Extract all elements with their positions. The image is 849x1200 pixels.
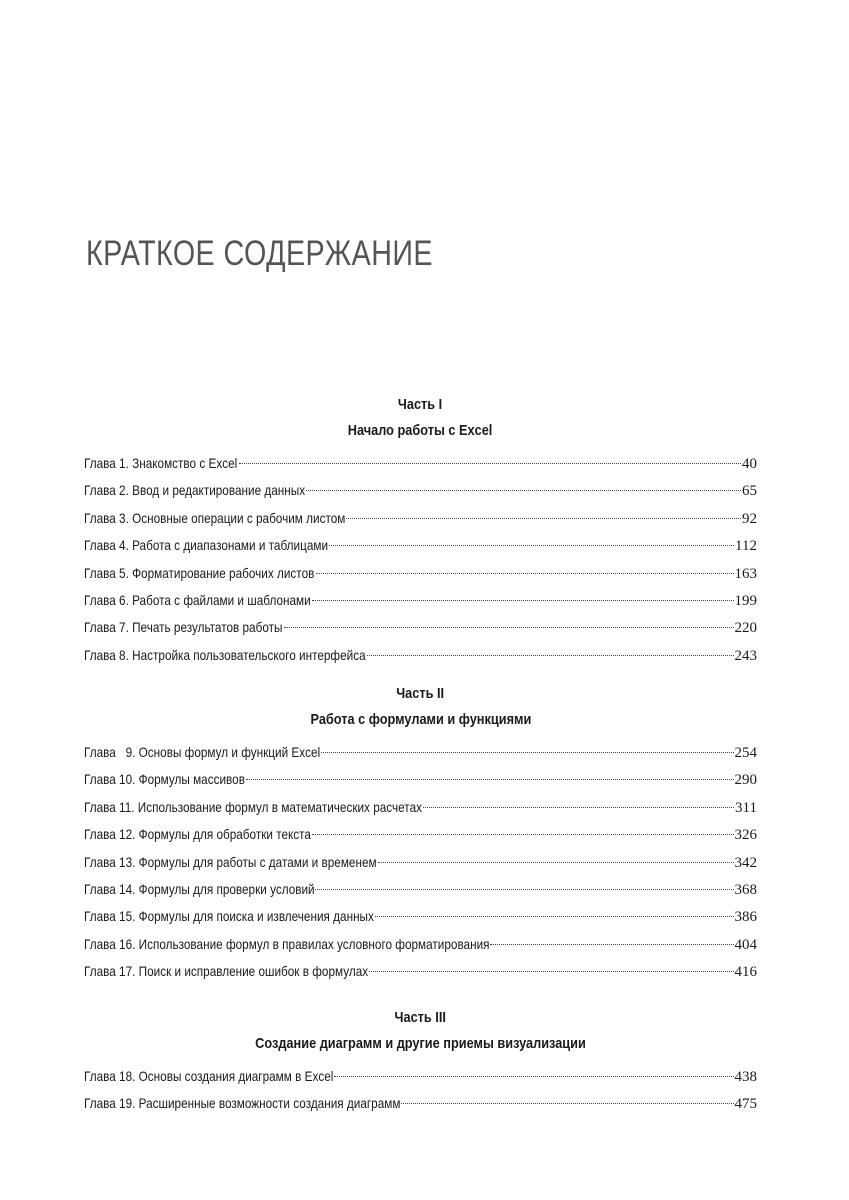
part-name: Начало работы с Excel: [348, 422, 493, 439]
page-number: 311: [735, 799, 757, 816]
dot-leader: [378, 862, 734, 863]
toc-entry[interactable]: [84, 505, 757, 532]
part-name: Работа с формулами и функциями: [310, 711, 531, 728]
toc-entry[interactable]: [84, 849, 757, 876]
dot-leader: [239, 463, 741, 464]
toc-entry[interactable]: [84, 739, 757, 766]
chapter-title: Глава 16. Использование формул в правилах условного форматирования: [84, 935, 490, 952]
chapter-title: Глава 9. Основы формул и функций Excel: [84, 744, 321, 760]
chapter-title: Глава 17. Поиск и исправление ошибок в формулах: [84, 963, 369, 980]
page-number: 65: [742, 483, 757, 500]
dot-leader: [334, 1076, 733, 1077]
chapter-title: Глава 3. Основные операции с рабочим листом: [84, 509, 346, 526]
dot-leader: [369, 971, 733, 972]
chapter-title: Глава 13. Формулы для работы с датами и временем: [84, 853, 377, 870]
toc-entry[interactable]: [84, 560, 757, 587]
dot-leader: [346, 518, 741, 519]
dot-leader: [284, 627, 734, 628]
page-number: 220: [734, 620, 757, 637]
chapter-title: Глава 5. Форматирование рабочих листов: [84, 564, 315, 581]
toc-entry[interactable]: [84, 931, 757, 958]
dot-leader: [306, 490, 741, 491]
dot-leader: [375, 916, 733, 917]
page-number: 92: [742, 510, 757, 527]
part-1: [84, 392, 757, 669]
part-label: Часть III: [394, 1009, 447, 1026]
page-number: 199: [734, 592, 757, 609]
toc-entry[interactable]: [84, 587, 757, 614]
dot-leader: [321, 752, 733, 753]
page-number: 112: [735, 538, 757, 555]
toc-entry[interactable]: [84, 794, 757, 821]
toc-entry[interactable]: [84, 450, 757, 477]
chapter-title: Глава 12. Формулы для обработки текста: [84, 826, 311, 843]
part-3: [84, 1005, 757, 1118]
chapter-title: Глава 6. Работа с файлами и шаблонами: [84, 591, 311, 608]
toc-entry[interactable]: [84, 532, 757, 559]
toc-entry[interactable]: [84, 766, 757, 793]
chapter-title: Глава 18. Основы создания диаграмм в Excel: [84, 1068, 334, 1084]
chapter-title: Глава 8. Настройка пользовательского интерфейса: [84, 646, 366, 663]
page-number: 326: [734, 827, 757, 844]
chapter-title: Глава 11. Использование формул в математических расчетах: [84, 798, 422, 815]
dot-leader: [312, 834, 733, 835]
page-number: 40: [742, 456, 757, 472]
chapter-title: Глава 10. Формулы массивов: [84, 771, 245, 788]
chapter-title: Глава 1. Знакомство с Excel: [84, 455, 238, 471]
toc-entry[interactable]: [84, 477, 757, 504]
page-number: 416: [734, 964, 757, 981]
toc-entry[interactable]: [84, 1063, 757, 1090]
toc-entry[interactable]: [84, 958, 757, 985]
part-label: Часть II: [396, 685, 445, 702]
page-number: 243: [734, 647, 757, 664]
chapter-title: Глава 4. Работа с диапазонами и таблицами: [84, 537, 329, 554]
toc-entry[interactable]: [84, 876, 757, 903]
page-number: 290: [734, 772, 757, 789]
page-number: 342: [734, 854, 757, 871]
toc-entry[interactable]: [84, 642, 757, 669]
toc-entry[interactable]: [84, 903, 757, 930]
chapter-title: Глава 7. Печать результатов работы: [84, 619, 283, 636]
chapter-title: Глава 15. Формулы для поиска и извлечения данных: [84, 908, 374, 925]
dot-leader: [246, 779, 734, 780]
part-2: [84, 681, 757, 986]
part-name: Создание диаграмм и другие приемы визуализации: [255, 1035, 586, 1052]
page-title: КРАТКОЕ СОДЕРЖАНИЕ: [86, 234, 433, 273]
page-number: 386: [734, 909, 757, 926]
part-label: Часть I: [398, 396, 443, 413]
chapter-title: Глава 2. Ввод и редактирование данных: [84, 482, 306, 499]
toc-entry[interactable]: [84, 1090, 757, 1117]
chapter-title: Глава 14. Формулы для проверки условий: [84, 880, 315, 897]
page-number: 475: [734, 1096, 757, 1113]
dot-leader: [490, 944, 733, 945]
page-number: 254: [734, 745, 757, 761]
page-number: 438: [734, 1069, 757, 1085]
page-number: 404: [734, 936, 757, 953]
dot-leader: [329, 545, 734, 546]
dot-leader: [316, 573, 734, 574]
dot-leader: [315, 889, 733, 890]
dot-leader: [312, 600, 734, 601]
page-number: 368: [734, 881, 757, 898]
page-number: 163: [734, 565, 757, 582]
chapter-title: Глава 19. Расширенные возможности создания диаграмм: [84, 1095, 401, 1112]
dot-leader: [367, 655, 734, 656]
dot-leader: [401, 1103, 733, 1104]
dot-leader: [423, 807, 734, 808]
toc-entry[interactable]: [84, 614, 757, 641]
toc-entry[interactable]: [84, 821, 757, 848]
